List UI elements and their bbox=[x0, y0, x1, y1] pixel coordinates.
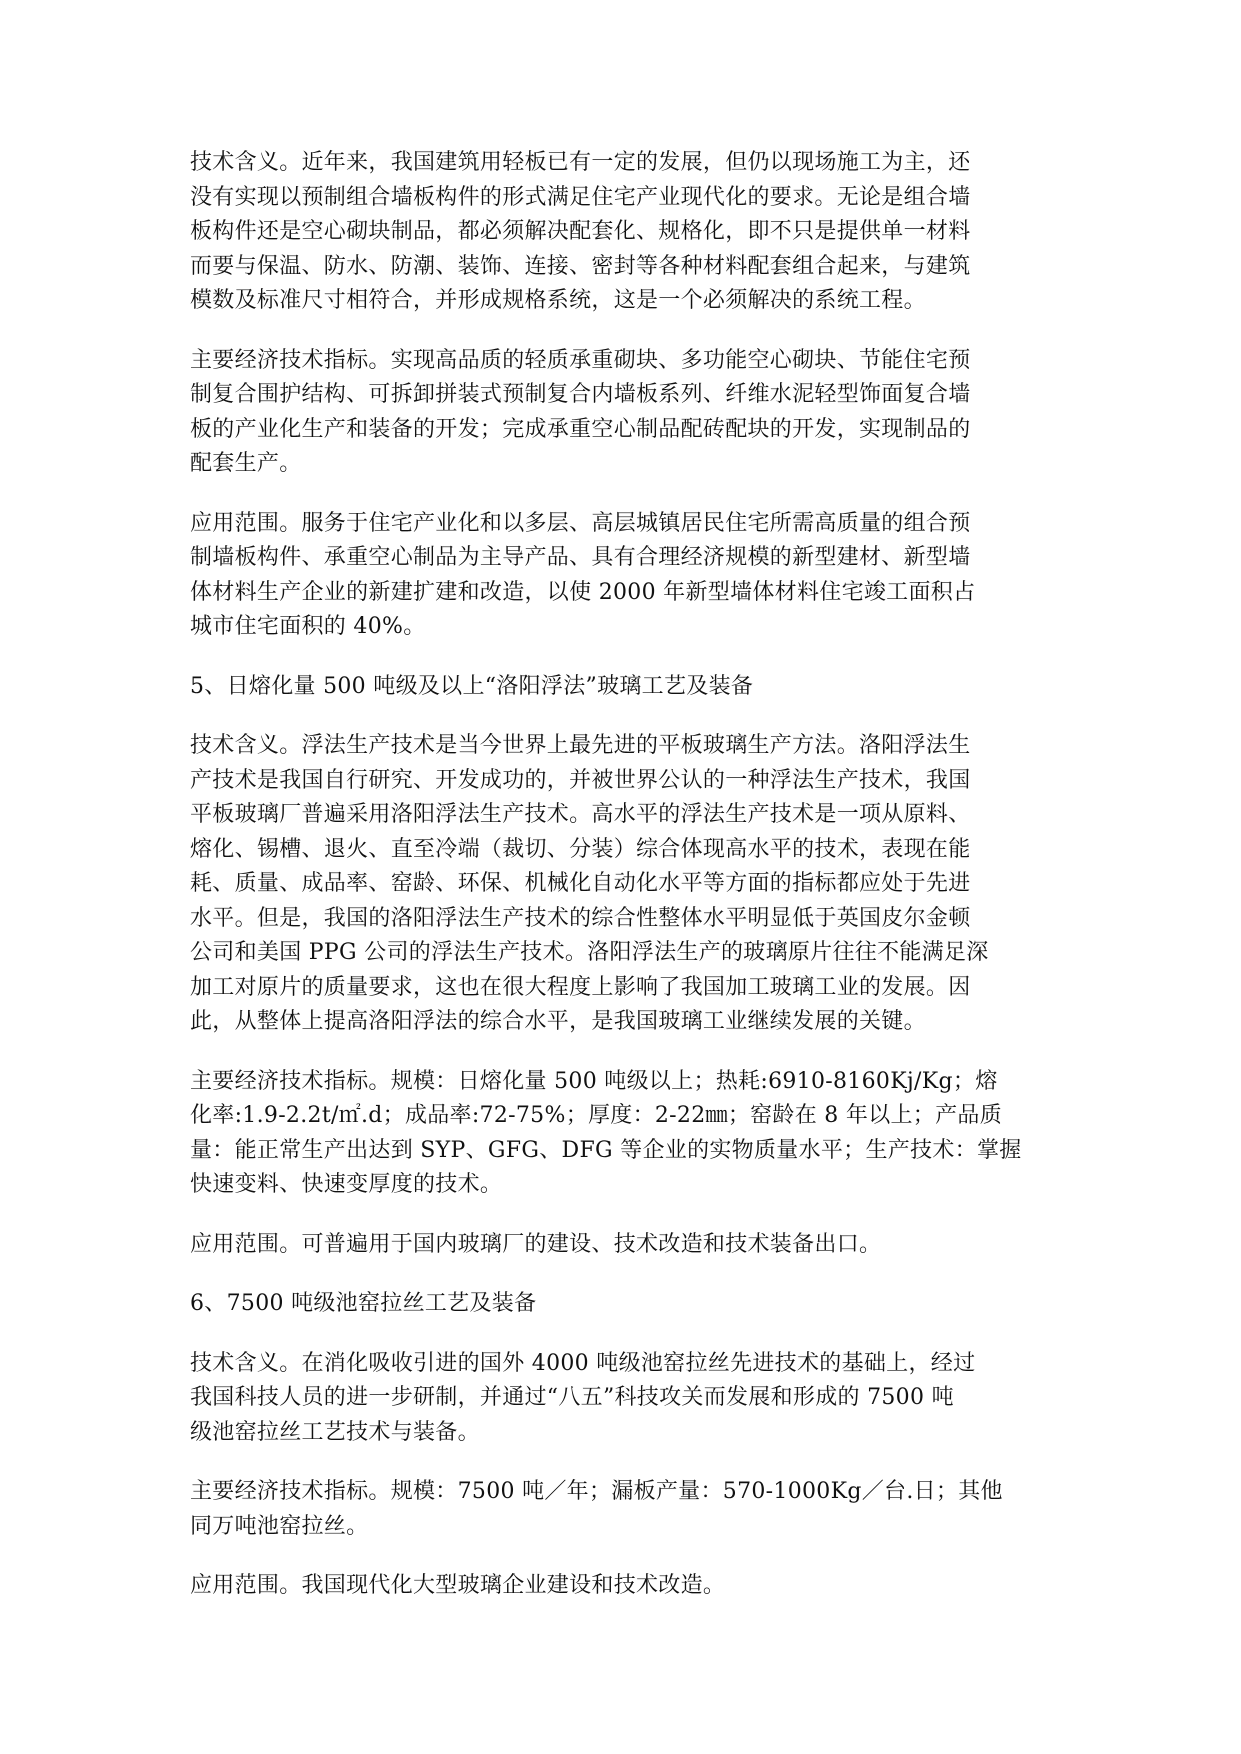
section-heading-6: 6、7500 吨级池窑拉丝工艺及装备 bbox=[190, 1291, 537, 1316]
paragraph-technical-meaning-wall-panels: 技术含义。近年来，我国建筑用轻板已有一定的发展，但仍以现场施工为主，还 没有实现以预制组合墙板构件的形式满足住宅产业现代化的要求。无论是组合墙 板构件还是空心砌块制品，都必须解决配套化、规格化，即不只是提供单一材料 而要与保温、防水、防潮、装饰、连接、密封等各种材料配套组合起来，与建筑 模数及标准尺寸相符合，并形成规格系统，这是一个必须解决的系统工程。 bbox=[190, 150, 971, 313]
paragraph-application-scope-wall-panels: 应用范围。服务于住宅产业化和以多层、高层城镇居民住宅所需高质量的组合预 制墙板构件、承重空心制品为主导产品、具有合理经济规模的新型建材、新型墙 体材料生产企业的新建扩建和改造，以使 2000 年新型墙体材料住宅竣工面积占 城市住宅面积的 40%。 bbox=[190, 510, 976, 639]
paragraph-economic-indicators-wall-panels: 主要经济技术指标。实现高品质的轻质承重砌块、多功能空心砌块、节能住宅预 制复合围护结构、可拆卸拼装式预制复合内墙板系列、纤维水泥轻型饰面复合墙 板的产业化生产和装备的开发；完成承重空心制品配砖配块的开发，实现制品的 配套生产。 bbox=[190, 347, 971, 476]
paragraph-application-scope-float-glass: 应用范围。可普遍用于国内玻璃厂的建设、技术改造和技术装备出口。 bbox=[190, 1231, 882, 1257]
section-heading-5: 5、日熔化量 500 吨级及以上“洛阳浮法”玻璃工艺及装备 bbox=[190, 673, 754, 699]
paragraph-technical-meaning-fiber-drawing: 技术含义。在消化吸收引进的国外 4000 吨级池窑拉丝先进技术的基础上，经过 我国科技人员的进一步研制，并通过“八五”科技攻关而发展和形成的 7500 吨 级池窑拉丝工艺技术与装备。 bbox=[190, 1350, 976, 1445]
document-body bbox=[190, 146, 1058, 1629]
paragraph-economic-indicators-fiber-drawing: 主要经济技术指标。规模：7500 吨／年；漏板产量：570-1000Kg／台.日；其他 同万吨池窑拉丝。 bbox=[190, 1479, 1003, 1539]
paragraph-economic-indicators-float-glass: 主要经济技术指标。规模：日熔化量 500 吨级以上；热耗:6910-8160Kj/Kg；熔 化率:1.9-2.2t/㎡.d；成品率:72-75%；厚度：2-22㎜；窑龄在 8 年以上；产品质 量：能正常生产出达到 SYP、GFG、DFG 等企业的实物质量水平；生产技术：掌握 快速变料、快速变厚度的技术。 bbox=[190, 1068, 1022, 1197]
paragraph-technical-meaning-float-glass: 技术含义。浮法生产技术是当今世界上最先进的平板玻璃生产方法。洛阳浮法生 产技术是我国自行研究、开发成功的，并被世界公认的一种浮法生产技术，我国 平板玻璃厂普遍采用洛阳浮法生产技术。高水平的浮法生产技术是一项从原料、 熔化、锡槽、退火、直至冷端（裁切、分装）综合体现高水平的技术，表现在能 耗、质量、成品率、窑龄、环保、机械化自动化水平等方面的指标都应处于先进 水平。但是，我国的洛阳浮法生产技术的综合性整体水平明显低于英国皮尔金顿 公司和美国 PPG 公司的浮法生产技术。洛阳浮法生产的玻璃原片往往不能满足深 加工对原片的质量要求，这也在很大程度上影响了我国加工玻璃工业的发展。因 此，从整体上提高洛阳浮法的综合水平，是我国玻璃工业继续发展的关键。 bbox=[190, 733, 989, 1034]
paragraph-application-scope-fiber-drawing: 应用范围。我国现代化大型玻璃企业建设和技术改造。 bbox=[190, 1573, 726, 1598]
